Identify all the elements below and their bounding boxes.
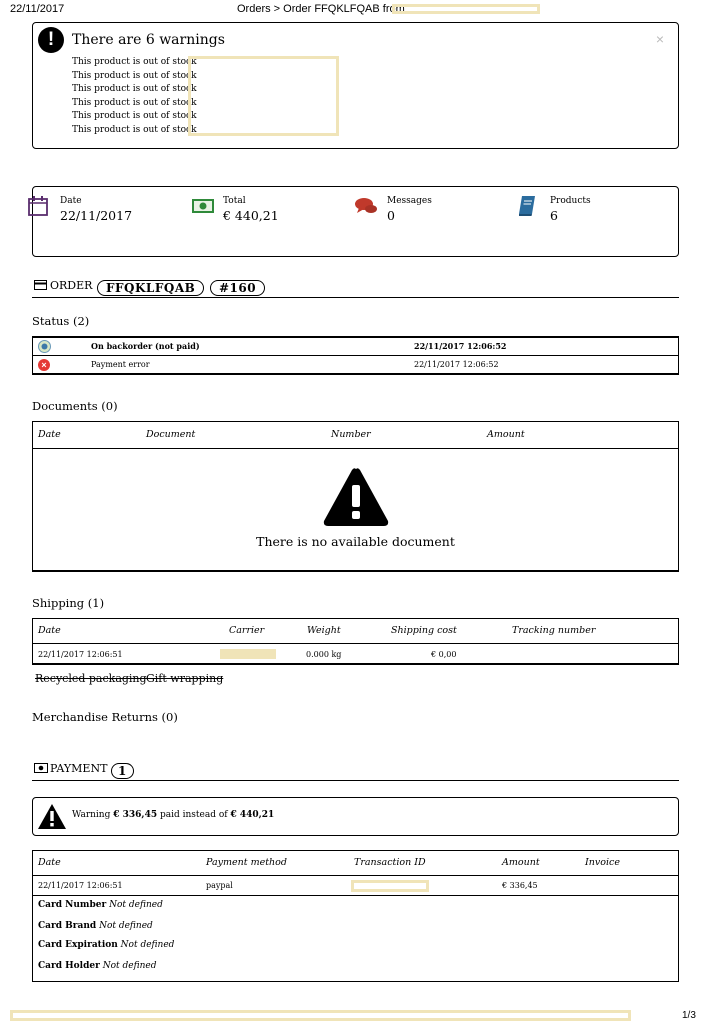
- card-field-label: Card Expiration: [38, 940, 118, 950]
- status-date: 22/11/2017 12:06:52: [414, 341, 507, 351]
- payment-date: 22/11/2017 12:06:51: [38, 881, 123, 890]
- card-field-value: Not defined: [109, 900, 163, 910]
- row-divider: [33, 355, 678, 356]
- warning-item: This product is out of stock: [72, 57, 197, 67]
- warning-middle: paid instead of: [159, 810, 228, 820]
- payment-count-badge: [111, 760, 134, 779]
- warning-item: This product is out of stock: [72, 70, 197, 81]
- card-holder: [38, 961, 156, 971]
- order-id: #160: [210, 280, 265, 296]
- shipping-title: [32, 596, 104, 610]
- warning-total-amount: € 440,21: [230, 810, 275, 820]
- card-field-label: Card Holder: [38, 961, 100, 971]
- card-field-label: Card Number: [38, 900, 107, 910]
- shipping-weight: 0.000 kg: [306, 650, 342, 659]
- status-label: Payment error: [91, 360, 150, 369]
- page-number: 1/3: [682, 1010, 696, 1021]
- print-title: Orders > Order FFQKLFQAB from: [237, 3, 405, 15]
- col-header: Weight: [307, 625, 341, 636]
- status-date: 22/11/2017 12:06:52: [414, 360, 499, 369]
- col-header: Amount: [487, 429, 525, 440]
- payment-warning-alert: [32, 797, 679, 836]
- warning-item: This product is out of stock: [72, 84, 197, 95]
- status-table: [32, 336, 679, 375]
- col-header: Carrier: [229, 625, 265, 636]
- redacted-product-names: [188, 56, 339, 136]
- documents-empty-message: There is no available document: [256, 534, 455, 549]
- col-header: Date: [38, 857, 61, 868]
- redacted-print-url: [10, 1010, 631, 1021]
- kpi-date-label: Date: [60, 196, 82, 206]
- kpi-messages-label: Messages: [387, 196, 432, 206]
- option-recycled-packaging: Recycled packaging: [35, 672, 147, 685]
- payment-warning-text: [72, 810, 274, 820]
- warning-item: This product is out of stock: [72, 111, 197, 122]
- col-header: Document: [146, 429, 196, 440]
- redacted-customer-name: [392, 4, 540, 14]
- col-header: Number: [331, 429, 371, 440]
- warnings-list: [72, 56, 197, 138]
- col-header: Amount: [502, 857, 540, 868]
- warning-triangle-icon: [37, 803, 67, 830]
- status-title-text: Status: [32, 314, 70, 328]
- redacted-carrier: [220, 649, 276, 659]
- col-header: Transaction ID: [354, 857, 426, 868]
- exclamation-circle-icon: !: [38, 27, 64, 53]
- close-icon[interactable]: ×: [655, 31, 664, 47]
- print-date: 22/11/2017: [10, 3, 65, 15]
- kpi-panel: [32, 186, 679, 257]
- kpi-total-value: € 440,21: [223, 208, 279, 223]
- calendar-icon: [27, 195, 49, 217]
- backorder-status-icon: [38, 340, 51, 353]
- warnings-title: There are 6 warnings: [72, 32, 225, 48]
- card-field-value: Not defined: [99, 921, 153, 931]
- card-field-value: Not defined: [120, 940, 175, 950]
- order-reference: FFQKLFQAB: [97, 280, 204, 296]
- row-divider: [33, 448, 678, 449]
- redacted-transaction-id: [351, 880, 429, 892]
- shipping-count: (1): [87, 596, 105, 610]
- status-count: (2): [72, 314, 90, 328]
- documents-table: [32, 421, 679, 572]
- error-status-icon: ×: [38, 359, 50, 371]
- order-heading: ORDER: [50, 279, 93, 292]
- divider: [32, 780, 679, 781]
- warnings-panel: [32, 22, 679, 149]
- card-field-label: Card Brand: [38, 921, 97, 931]
- kpi-products-label: Products: [550, 196, 591, 206]
- warning-item: This product is out of stock: [72, 124, 197, 135]
- payment-method: paypal: [206, 881, 233, 890]
- kpi-messages-value: 0: [387, 208, 395, 223]
- returns-title: [32, 710, 178, 724]
- col-header: Tracking number: [512, 625, 596, 636]
- returns-count: (0): [161, 710, 178, 724]
- book-icon: [517, 195, 537, 217]
- row-divider: [33, 643, 678, 644]
- col-header: Payment method: [206, 857, 287, 868]
- shipping-title-text: Shipping: [32, 596, 85, 610]
- payment-count: 1: [111, 763, 134, 779]
- shipping-cost: € 0,00: [431, 650, 457, 659]
- warning-triangle-icon: [322, 466, 390, 528]
- money-icon: [191, 198, 215, 214]
- kpi-products-value: 6: [550, 208, 558, 223]
- warning-prefix: Warning: [72, 810, 111, 820]
- order-reference-badge: [97, 277, 204, 296]
- card-brand: [38, 921, 153, 931]
- col-header: Invoice: [585, 857, 620, 868]
- comments-icon: [354, 196, 378, 216]
- kpi-total-label: Total: [223, 196, 246, 206]
- divider: [32, 297, 679, 298]
- documents-title-text: Documents: [32, 399, 98, 413]
- returns-title-text: Merchandise Returns: [32, 710, 158, 724]
- status-label: On backorder (not paid): [91, 341, 200, 351]
- documents-title: [32, 399, 118, 413]
- payment-table: [32, 850, 679, 982]
- payment-heading: PAYMENT: [50, 762, 108, 775]
- col-header: Shipping cost: [391, 625, 457, 636]
- card-expiration: [38, 940, 174, 950]
- col-header: Date: [38, 429, 61, 440]
- warning-paid-amount: € 336,45: [113, 810, 158, 820]
- option-gift-wrapping: Gift wrapping: [146, 672, 224, 685]
- kpi-date-value: 22/11/2017: [60, 208, 133, 223]
- order-id-badge: [210, 277, 265, 296]
- shipping-table: [32, 618, 679, 665]
- row-divider: [33, 895, 678, 896]
- status-title: [32, 314, 89, 328]
- card-number: [38, 900, 163, 910]
- row-divider: [33, 875, 678, 876]
- payment-amount: € 336,45: [502, 881, 538, 890]
- col-header: Date: [38, 625, 61, 636]
- card-field-value: Not defined: [102, 961, 157, 971]
- shipping-date: 22/11/2017 12:06:51: [38, 650, 123, 659]
- credit-card-icon: [34, 280, 47, 290]
- documents-count: (0): [101, 399, 118, 413]
- money-outline-icon: [34, 763, 48, 773]
- warning-item: This product is out of stock: [72, 97, 197, 108]
